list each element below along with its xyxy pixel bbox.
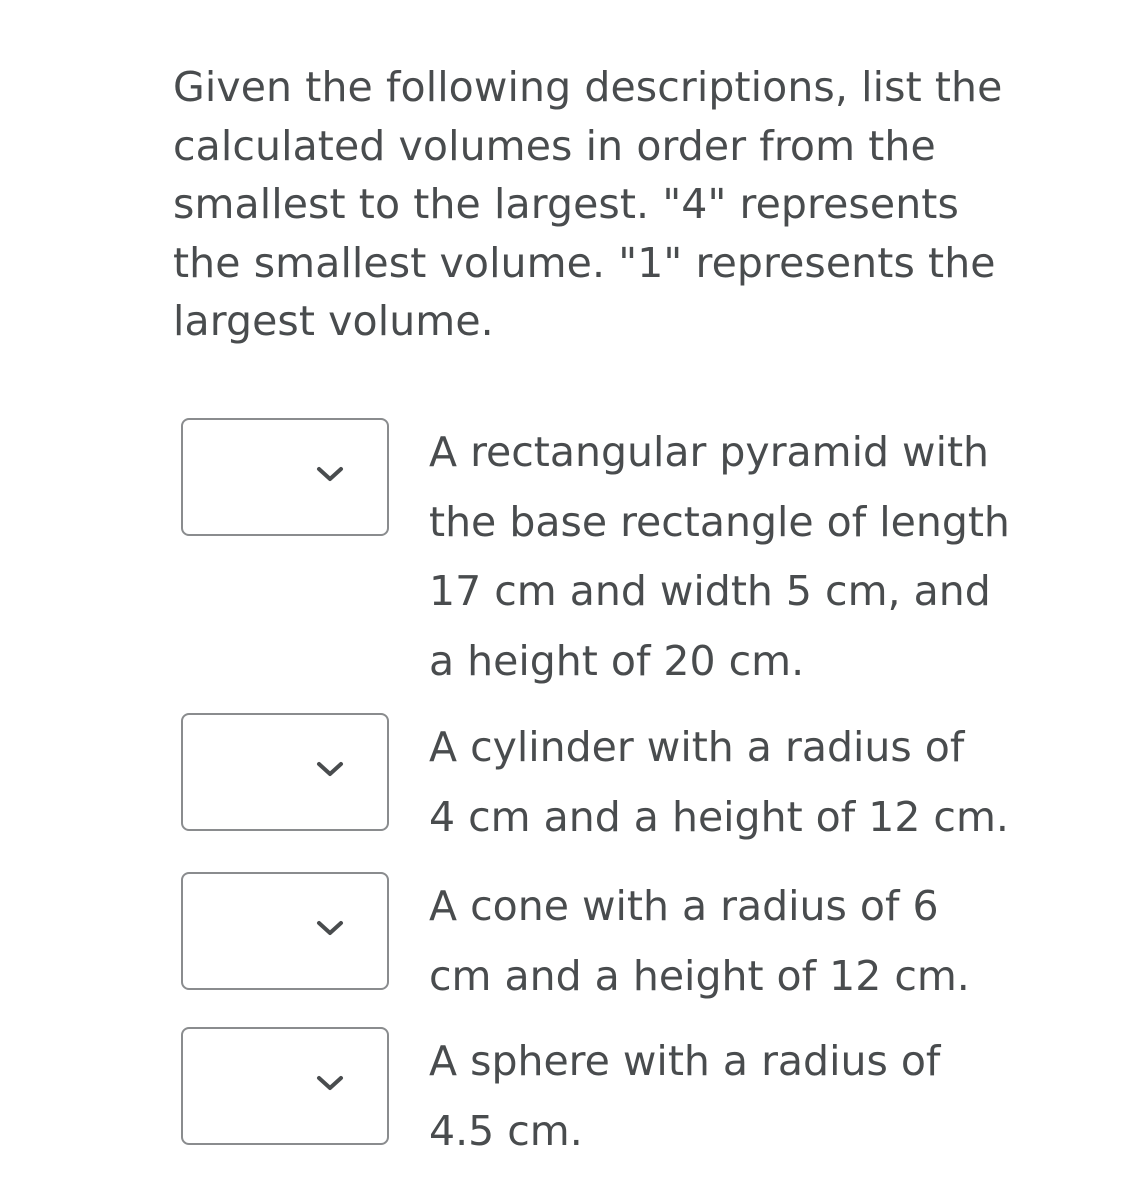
chevron-down-icon	[315, 464, 345, 484]
rank-dropdown[interactable]	[181, 1027, 389, 1145]
chevron-down-icon	[315, 918, 345, 938]
item-description: A sphere with a radius of 4.5 cm.	[429, 1037, 941, 1155]
item-description: A rectangular pyramid with the base rectangle of length 17 cm and width 5 cm, and a height of 20 cm.	[429, 428, 1010, 685]
rank-dropdown[interactable]	[181, 872, 389, 990]
item-description: A cylinder with a radius of 4 cm and a height of 12 cm.	[429, 723, 1009, 841]
chevron-down-icon	[315, 759, 345, 779]
question-prompt: Given the following descriptions, list the calculated volumes in order from the smallest to the largest. "4" represents the smallest volume. "1" represents the largest volume.	[173, 63, 1003, 345]
rank-dropdown[interactable]	[181, 713, 389, 831]
item-description: A cone with a radius of 6 cm and a height of 12 cm.	[429, 882, 970, 1000]
chevron-down-icon	[315, 1073, 345, 1093]
rank-dropdown[interactable]	[181, 418, 389, 536]
